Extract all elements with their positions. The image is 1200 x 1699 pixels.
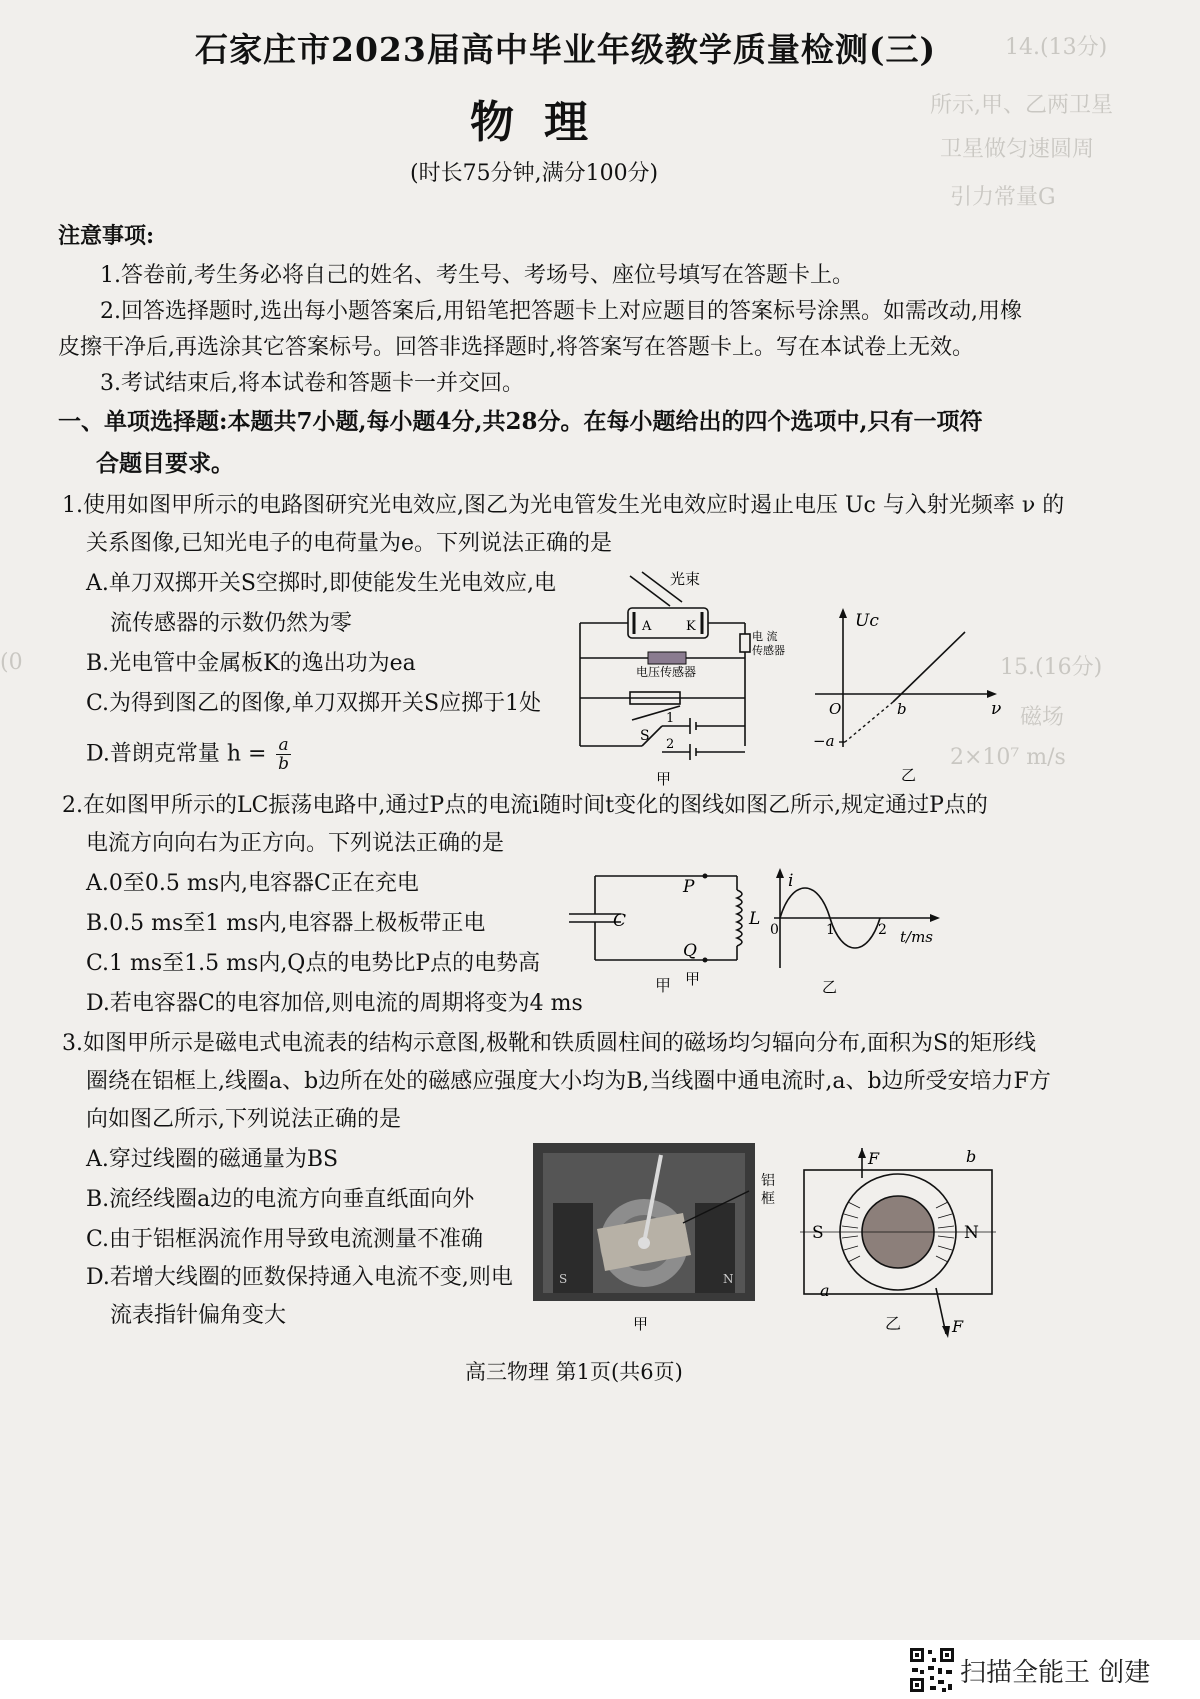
q1-option-d	[86, 736, 291, 773]
q1-stem-line1: 1.使用如图甲所示的电路图研究光电效应,图乙为光电管发生光电效应时遏止电压 Uc 与入射光频率 ν 的	[62, 493, 1065, 518]
q3-force-bottom-label: F	[952, 1317, 964, 1336]
q3-stem-line2: 圈绕在铝框上,线圈a、b边所在处的磁感应强度大小均为B,当线圈中通电流时,a、b边所受安培力F方	[86, 1069, 1051, 1094]
q3-option-b: B.流经线圈a边的电流方向垂直纸面向外	[86, 1187, 475, 1212]
q1-option-a-line1: A.单刀双掷开关S空掷时,即使能发生光电效应,电	[86, 571, 556, 596]
q3-option-d-line2: 流表指针偏角变大	[110, 1303, 287, 1328]
q3-fig-yi-caption: 乙	[885, 1314, 902, 1333]
q3-side-b-label: b	[966, 1147, 977, 1166]
q1-option-d-fraction	[276, 736, 290, 773]
q3-stem-line3: 向如图乙所示,下列说法正确的是	[86, 1107, 401, 1132]
q2-stem-line2: 电流方向向右为正方向。下列说法正确的是	[86, 831, 505, 856]
q2-point-p-label: P	[683, 877, 695, 897]
q1-fig-yi-caption: 乙	[901, 766, 917, 784]
q3-photo-n-pole: N	[723, 1272, 734, 1286]
q3-diagram-s-pole: S	[812, 1223, 824, 1243]
q2-option-d: D.若电容器C的电容加倍,则电流的周期将变为4 ms	[86, 991, 583, 1016]
q2-fig-yi-caption: 乙	[822, 978, 838, 996]
section-heading-line1: 一、单项选择题:本题共7小题,每小题4分,共28分。在每小题给出的四个选项中,只有一项符	[58, 408, 983, 435]
q2-graph-tick-1: 1	[826, 922, 835, 938]
q1-graph-origin: O	[829, 700, 842, 718]
q2-graph-tick-2: 2	[878, 922, 887, 938]
q1-graph-x-label: ν	[991, 699, 1002, 719]
q1-option-d-denominator: b	[278, 754, 289, 774]
q2-inductor-label: L	[749, 909, 761, 929]
q3-force-top-label: F	[868, 1149, 880, 1168]
q2-point-q-label: Q	[683, 941, 697, 961]
page-title: 石家庄市2023届高中毕业年级教学质量检测(三)	[195, 30, 937, 69]
q3-diagram-n-pole: N	[964, 1223, 979, 1243]
q2-graph-origin: 0	[770, 922, 779, 938]
q1-option-c: C.为得到图乙的图像,单刀双掷开关S应掷于1处	[86, 691, 542, 716]
q1-graph-y-label: Uc	[855, 611, 879, 631]
notice-item-1: 1.答卷前,考生务必将自己的姓名、考生号、考场号、座位号填写在答题卡上。	[100, 263, 854, 288]
q3-option-c: C.由于铝框涡流作用导致电流测量不准确	[86, 1227, 484, 1252]
q1-anode-label: A	[642, 619, 652, 634]
q3-frame-label-2: 框	[761, 1191, 775, 1207]
qr-code-icon	[908, 1646, 956, 1694]
q1-graph-b-label: b	[897, 700, 907, 718]
notice-item-3: 3.考试结束后,将本试卷和答题卡一并交回。	[100, 371, 524, 396]
section-heading-line2: 合题目要求。	[96, 450, 234, 477]
q2-graph-y-label: i	[788, 871, 794, 891]
page-number-info: 高三物理 第1页(共6页)	[465, 1360, 683, 1384]
q1-light-label: 光束	[670, 570, 701, 588]
q3-fig-jia-caption: 甲	[633, 1315, 649, 1333]
q2-stem-line1: 2.在如图甲所示的LC振荡电路中,通过P点的电流i随时间t变化的图线如图乙所示,规定通过P点的	[62, 793, 988, 818]
q1-fig-jia-caption: 甲	[656, 770, 672, 788]
duration-note: (时长75分钟,满分100分)	[410, 161, 659, 186]
q1-current-sensor-l2: 传感器	[752, 644, 785, 657]
notice-item-2-line2: 皮擦干净后,再选涂其它答案标号。回答非选择题时,将答案写在答题卡上。写在本试卷上无效。	[58, 335, 974, 360]
q1-graph-figure	[805, 602, 1005, 786]
q1-option-d-numerator: a	[278, 735, 289, 755]
q1-switch-label: S	[640, 728, 650, 744]
subject-title: 物理	[470, 97, 618, 148]
q3-frame-label-1: 铝	[761, 1173, 775, 1189]
q1-option-a-line2: 流传感器的示数仍然为零	[110, 611, 353, 636]
q2-graph-x-label: t/ms	[900, 928, 934, 946]
q1-graph-neg-a-label: −a	[813, 732, 835, 750]
q2-option-b: B.0.5 ms至1 ms内,电容器上极板带正电	[86, 911, 486, 936]
q3-meter-photo	[533, 1143, 793, 1333]
q2-lc-circuit-figure	[565, 868, 765, 988]
q1-option-b: B.光电管中金属板K的逸出功为ea	[86, 651, 416, 676]
q3-stem-line1: 3.如图甲所示是磁电式电流表的结构示意图,极靴和铁质圆柱间的磁场均匀辐向分布,面积为S的矩形线	[62, 1031, 1037, 1056]
q1-cathode-label: K	[686, 619, 696, 634]
q2-option-a: A.0至0.5 ms内,电容器C正在充电	[86, 871, 419, 896]
q2-fig-jia-caption-text: 甲	[655, 976, 672, 995]
q3-option-a: A.穿过线圈的磁通量为BS	[86, 1147, 339, 1172]
notice-item-2-line1: 2.回答选择题时,选出每小题答案后,用铅笔把答题卡上对应题目的答案标号涂黑。如需改动,用橡	[100, 299, 1022, 324]
notice-heading: 注意事项:	[58, 223, 155, 249]
q1-circuit-figure	[570, 568, 785, 788]
q1-option-d-prefix: D.普朗克常量 h =	[86, 741, 267, 767]
q3-photo-s-pole: S	[559, 1272, 568, 1286]
q2-capacitor-label: C	[613, 911, 627, 931]
q1-stem-line2: 关系图像,已知光电子的电荷量为e。下列说法正确的是	[86, 531, 613, 556]
q1-switch-pos2: 2	[666, 737, 675, 752]
q1-switch-pos1: 1	[666, 711, 675, 726]
q1-current-sensor-l1: 电 流	[752, 630, 778, 643]
scanner-watermark: 扫描全能王 创建	[960, 1658, 1151, 1688]
q2-option-c: C.1 ms至1.5 ms内,Q点的电势比P点的电势高	[86, 951, 541, 976]
q1-voltage-sensor-label: 电压传感器	[636, 665, 697, 679]
q3-side-a-label: a	[820, 1281, 830, 1300]
q3-option-d-line1: D.若增大线圈的匝数保持通入电流不变,则电	[86, 1265, 513, 1290]
exam-page: 14.(13分) 所示,甲、乙两卫星 卫星做匀速圆周 引力常量G (0 15.(16分) 磁场 2×10⁷ m/s 石家庄市2023届高中毕业年级教学质量检测(三) 物理 (时长75分钟,满分100分) 注意事项: 1.答卷前,考生务必将自己的姓名、考生号、考场号、座位号填写在答题卡上。 2.回答选择题时,选出每小题答案后,用铅笔把答题卡上对应题目的答案标号涂黑。如需改动,用橡 皮擦干净后,再选涂其它答案标号。回答非选择题时,将答案写在答题卡上。写在本试卷上无效。 3.考试结束后,将本试卷和答题卡一并交回。 一、单项选择题:本题共7小题,每小题4分,共28分。在每小题给出的四个选项中,只有一项符 合题目要求。 1.使用如图甲所示的电路图研究光电效应,图乙为光电管发生光电效应时遏止电压 Uc 与入射光频率 ν 的 关系图像,已知光电子的电荷量为e。下列说法正确的是 A.单刀双掷开关S空掷时,即使能发生光电效应,电 流传感器的示数仍然为零 B.光电管中金属板K的逸出功为ea C.为得到图乙的图像,单刀双掷开关S应掷于1处 D.普朗克常量 h = $\frac{a}{b}$ 光束 A K 电 流 传感器 电压传感器 S 1 2 甲 Uc ν O b −a 乙 2.在如图甲所示的LC振荡电路中,通过P点的电流i随时间t变化的图线如图乙所示,规定通过P点的 电流方向向右为正方向。下列说法正确的是 A.0至0.5 ms内,电容器C正在充电 B.0.5 ms至1 ms内,电容器上极板带正电 C.1 ms至1.5 ms内,Q点的电势比P点的电势高 D.若电容器C的电容加倍,则电流的周期将变为4 ms C L P Q 甲 甲 i t/ms 0 1 2 乙 3.如图甲所示是磁电式电流表的结构示意图,极靴和铁质圆柱间的磁场均匀辐向分布,面积为S的矩形线 圈绕在铝框上,线圈a、b边所在处的磁感应强度大小均为B,当线圈中通电流时,a、b边所受安培力F方 向如图乙所示,下列说法正确的是 A.穿过线圈的磁通量为BS B.流经线圈a边的电流方向垂直纸面向外 C.由于铝框涡流作用导致电流测量不准确 D.若增大线圈的匝数保持通入电流不变,则电 流表指针偏角变大 S N 铝 框 甲 S N F F a b 乙 高三物理 第1页(共6页)	[0, 0, 1200, 1640]
q2-current-graph-figure	[770, 868, 950, 998]
q2-fig-jia-caption: 甲	[685, 970, 701, 988]
